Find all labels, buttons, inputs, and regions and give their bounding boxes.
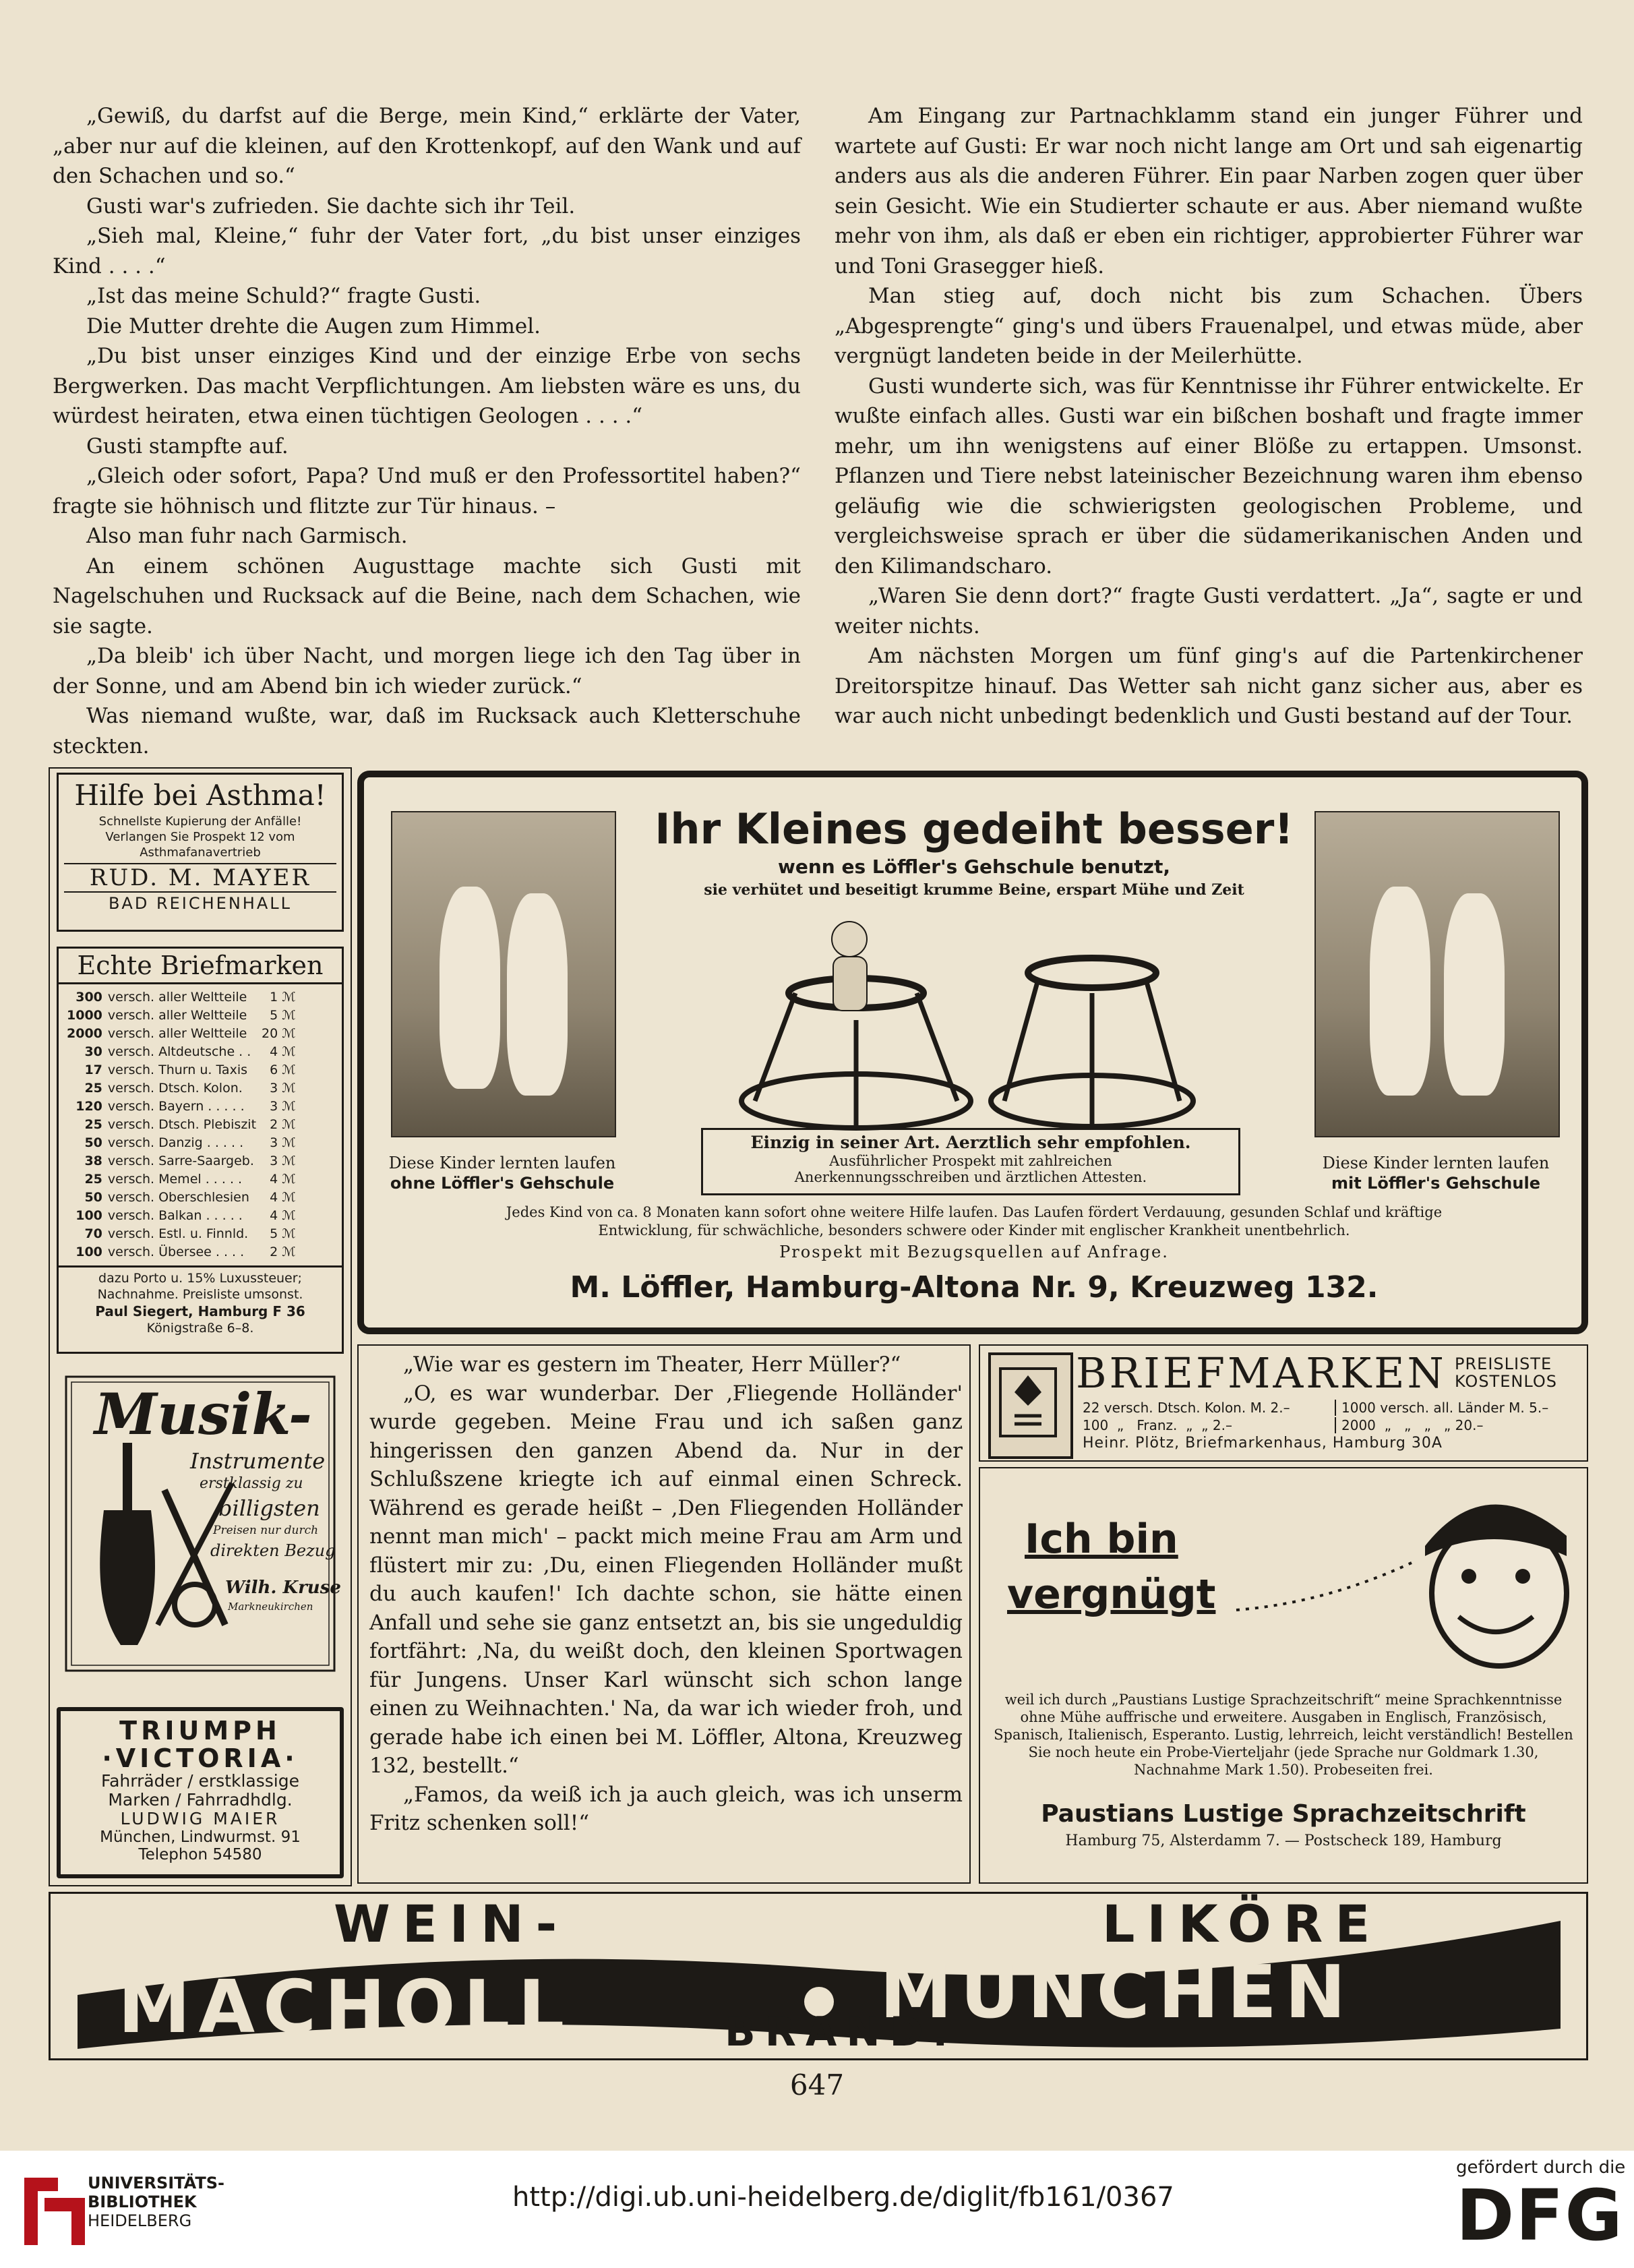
table-row — [64, 1043, 299, 1061]
briefmarken-price-cell: 1 ℳ — [270, 990, 296, 1005]
musik-line5: direkten Bezug — [210, 1541, 336, 1560]
briefmarken-left-name: Paul Siegert, Hamburg F 36 — [95, 1303, 305, 1319]
paragraph: „Ist das meine Schuld?“ fragte Gusti. — [86, 284, 481, 308]
table-row — [64, 1116, 299, 1134]
loeffler-sub2: sie verhütet und beseitigt krumme Beine, erspart Mühe und Zeit — [704, 881, 1244, 899]
paragraph: An einem schönen Augusttage machte sich Gusti mit Nagelschuhen und Rucksack auf die Beine, nach dem Schachen, wie sie sagte. — [53, 554, 801, 638]
briefmarken-desc-cell: versch. Dtsch. Kolon. — [107, 1081, 243, 1096]
table-row — [64, 1134, 299, 1152]
briefmarken-qty-cell: 50 — [84, 1135, 102, 1150]
briefmarken-desc-cell: versch. Estl. u. Finnld. — [107, 1226, 249, 1241]
briefmarken-qty-cell: 70 — [84, 1226, 102, 1241]
briefmarken-desc-cell: versch. aller Weltteile — [107, 1008, 247, 1023]
briefmarken-price-cell: 2 ℳ — [270, 1245, 296, 1259]
briefmarken-right-row1-right: 1000 versch. all. Länder M. 5.– — [1335, 1400, 1548, 1416]
loeffler-box-title: Einzig in seiner Art. Aerztlich sehr empfohlen. — [750, 1133, 1191, 1152]
briefmarken-qty-cell: 25 — [84, 1117, 102, 1132]
table-row — [64, 1243, 299, 1261]
briefmarken-desc-cell: versch. Thurn u. Taxis — [107, 1063, 247, 1077]
library-line1: UNIVERSITÄTS- — [88, 2174, 225, 2192]
briefmarken-qty-cell: 300 — [75, 990, 102, 1005]
briefmarken-price-table — [64, 988, 299, 1261]
briefmarken-price-cell: 4 ℳ — [270, 1172, 296, 1187]
triumph-line6: München, Lindwurmst. 91 — [100, 1828, 301, 1846]
paustian-address: Hamburg 75, Alsterdamm 7. — Postscheck 189, Hamburg — [1065, 1832, 1502, 1849]
paustian-line1: Ich bin — [1025, 1516, 1178, 1563]
briefmarken-price-cell: 3 ℳ — [270, 1154, 296, 1168]
paustian-body: weil ich durch „Paustians Lustige Sprachzeitschrift“ meine Sprachkenntnisse ohne Mühe auffrische und erweitere. Ausgaben in Englisch, Französisch, Spanisch, Italienisch, Esperanto. Lustig, lehrreich, leicht verständlich! Bestellen Sie noch heute ein Probe-Vierteljahr (jede Sprache nur Goldmark 1.30, Nachnahme Mark 1.50). Probeseiten frei. — [994, 1692, 1573, 1778]
paragraph: „Famos, da weiß ich ja auch gleich, was ich unserm Fritz schenken soll!“ — [369, 1782, 963, 1835]
paragraph: „Da bleib' ich über Nacht, und morgen liege ich den Tag über in der Sonne, und am Abend bin ich wieder zurück.“ — [53, 644, 801, 698]
briefmarken-price-cell: 4 ℳ — [270, 1208, 296, 1223]
paustian-ad — [979, 1467, 1588, 1884]
page-number: 647 — [789, 2068, 845, 2101]
paragraph: „Sieh mal, Kleine,“ fuhr der Vater fort, „du bist unser einziges Kind . . . .“ — [53, 224, 801, 278]
paragraph: „Gewiß, du darfst auf die Berge, mein Kind,“ erklärte der Vater, „aber nur auf die kleinen, auf den Krottenkopf, auf den Wank und auf den Schachen und so.“ — [53, 104, 801, 188]
paragraph: „Gleich oder sofort, Papa? Und muß er den Professortitel haben?“ fragte sie höhnisch und flitzte zur Tür hinaus. – — [53, 464, 801, 518]
briefmarken-left-title: Echte Briefmarken — [59, 949, 342, 984]
briefmarken-qty-cell: 30 — [84, 1044, 102, 1059]
heidelberg-logo-icon — [18, 2171, 92, 2252]
asthma-body: Schnellste Kupierung der Anfälle! Verlangen Sie Prospekt 12 vom Asthmafanavertrieb — [98, 814, 302, 860]
table-row — [64, 1079, 299, 1098]
macholl-wein: WEIN- — [334, 1894, 570, 1954]
walker-illustration — [715, 919, 1267, 1141]
triumph-line7: Telephon 54580 — [138, 1846, 262, 1863]
briefmarken-price-cell: 20 ℳ — [262, 1026, 296, 1041]
table-row — [64, 988, 299, 1007]
briefmarken-left-footer: dazu Porto u. 15% Luxussteuer; Nachnahme. Preisliste umsonst. — [97, 1271, 303, 1302]
briefmarken-price-cell: 3 ℳ — [270, 1099, 296, 1114]
briefmarken-desc-cell: versch. Altdeutsche . . — [107, 1044, 251, 1059]
macholl-main-left: MACHOLL — [118, 1965, 573, 2050]
briefmarken-qty-cell: 1000 — [67, 1008, 102, 1023]
musik-city: Markneukirchen — [228, 1601, 313, 1613]
loeffler-address: M. Löffler, Hamburg-Altona Nr. 9, Kreuzweg 132. — [570, 1270, 1379, 1305]
loeffler-headline: Ihr Kleines gedeiht besser! — [655, 804, 1294, 854]
briefmarken-desc-cell: versch. Bayern . . . . . — [107, 1099, 245, 1114]
briefmarken-qty-cell: 50 — [84, 1190, 102, 1205]
briefmarken-left-street: Königstraße 6–8. — [146, 1321, 254, 1336]
asthma-ad — [57, 773, 344, 932]
table-row — [64, 1025, 299, 1043]
briefmarken-desc-cell: versch. aller Weltteile — [107, 1026, 247, 1041]
briefmarken-price-cell: 5 ℳ — [270, 1008, 296, 1023]
briefmarken-desc-cell: versch. Dtsch. Plebiszit — [107, 1117, 257, 1132]
briefmarken-right-address: Heinr. Plötz, Briefmarkenhaus, Hamburg 30A — [1083, 1435, 1443, 1452]
briefmarken-left-ad — [57, 947, 344, 1354]
photo-children-without — [391, 811, 616, 1137]
briefmarken-price-cell: 5 ℳ — [270, 1226, 296, 1241]
triumph-line4: Marken / Fahrradhdlg. — [108, 1790, 293, 1810]
anecdote-text — [369, 1350, 963, 1838]
paragraph: Die Mutter drehte die Augen zum Himmel. — [86, 314, 541, 338]
paragraph: „Waren Sie denn dort?“ fragte Gusti verdattert. „Ja“, sagte er und weiter nichts. — [835, 584, 1583, 638]
loeffler-box-line1: Ausführlicher Prospekt mit zahlreichen — [829, 1153, 1112, 1169]
caption-right-2: mit Löffler's Gehschule — [1331, 1174, 1540, 1193]
asthma-title: Hilfe bei Asthma! — [74, 779, 326, 812]
loeffler-ad — [357, 771, 1588, 1334]
musik-title: Musik- — [94, 1381, 312, 1448]
loeffler-sub1: wenn es Löffler's Gehschule benutzt, — [778, 856, 1170, 878]
funded-by-text: gefördert durch die — [1456, 2157, 1626, 2178]
triumph-line3: Fahrräder / erstklassige — [100, 1771, 299, 1791]
paragraph: Was niemand wußte, war, daß im Rucksack auch Kletterschuhe steckten. — [53, 704, 801, 758]
smiling-man-icon — [1223, 1475, 1580, 1691]
musik-name: Wilh. Kruse — [225, 1578, 341, 1598]
macholl-main-right: MÜNCHEN — [880, 1950, 1354, 2035]
briefmarken-desc-cell: versch. Memel . . . . . — [107, 1172, 243, 1187]
briefmarken-qty-cell: 25 — [84, 1081, 102, 1096]
table-row — [64, 1170, 299, 1189]
asthma-name: RUD. M. MAYER — [64, 863, 336, 893]
briefmarken-right-row2-left: 100 „ Franz. „ „ 2.– — [1083, 1417, 1232, 1433]
briefmarken-desc-cell: versch. aller Weltteile — [107, 990, 247, 1005]
briefmarken-price-cell: 3 ℳ — [270, 1081, 296, 1096]
briefmarken-right-row2-right: 2000 „ „ „ „ 20.– — [1335, 1417, 1483, 1433]
briefmarken-qty-cell: 2000 — [67, 1026, 102, 1041]
triumph-line1: TRIUMPH — [119, 1716, 281, 1745]
table-row — [64, 1189, 299, 1207]
article-right-column — [835, 101, 1583, 732]
source-url-link[interactable]: http://digi.ub.uni-heidelberg.de/diglit/fb161/0367 — [512, 2182, 1174, 2213]
paragraph: Gusti wunderte sich, was für Kenntnisse ihr Führer entwickelte. Er wußte einfach alles. Gusti war ein bißchen boshaft und fragte immer mehr, um ihn wenigstens auf einer Blöße zu ertappen. Umsonst. Pflanzen und Tiere nebst lateinischer Bezeichnung waren ihm ebenso geläufig wie die schwierigsten geologischen Probleme, und vergleichsweise sprach er über die südamerikanischen Anden und den Kilimandscharo. — [835, 374, 1583, 578]
macholl-likoere: LIKÖRE — [1102, 1894, 1383, 1954]
paragraph: Man stieg auf, doch nicht bis zum Schachen. Übers „Abgesprengte“ ging's und übers Frauenalpel, und etwas müde, aber vergnügt landeten beide in der Meilerhütte. — [835, 284, 1583, 368]
asthma-city: BAD REICHENHALL — [108, 894, 293, 913]
briefmarken-qty-cell: 100 — [75, 1245, 102, 1259]
briefmarken-right-title: BRIEFMARKEN — [1076, 1348, 1447, 1398]
library-line3: HEIDELBERG — [88, 2211, 192, 2230]
macholl-brand: BRAND. — [725, 2008, 958, 2056]
macholl-ad — [49, 1892, 1588, 2060]
paustian-name: Paustians Lustige Sprachzeitschrift — [1041, 1800, 1526, 1828]
photo-children-with — [1314, 811, 1560, 1137]
briefmarken-right-preis2: KOSTENLOS — [1455, 1372, 1557, 1391]
briefmarken-qty-cell: 25 — [84, 1172, 102, 1187]
briefmarken-price-cell: 4 ℳ — [270, 1190, 296, 1205]
caption-left-2: ohne Löffler's Gehschule — [390, 1174, 615, 1193]
musik-line3: billigsten — [218, 1495, 320, 1521]
library-line2: BIBLIOTHEK — [88, 2192, 197, 2211]
briefmarken-right-preis1: PREISLISTE — [1455, 1354, 1552, 1373]
table-row — [64, 1007, 299, 1025]
paragraph: „Wie war es gestern im Theater, Herr Müller?“ — [403, 1352, 901, 1377]
table-row — [64, 1098, 299, 1116]
briefmarken-desc-cell: versch. Übersee . . . . — [107, 1245, 245, 1259]
paragraph: Gusti war's zufrieden. Sie dachte sich ihr Teil. — [86, 193, 576, 218]
table-row — [64, 1225, 299, 1243]
briefmarken-desc-cell: versch. Oberschlesien — [107, 1190, 249, 1205]
briefmarken-price-cell: 4 ℳ — [270, 1044, 296, 1059]
paragraph: Am Eingang zur Partnachklamm stand ein junger Führer und wartete auf Gusti: Er war noch nicht lange am Ort und sah eigenartig anders aus als die anderen Führer. Ein paar Narben zogen quer über sein Gesicht. Wie ein Studierter schaute er aus. Aber niemand wußte mehr von ihm, als daß er eben ein richtiger, approbierter Führer war und Toni Grasegger hieß. — [835, 104, 1583, 278]
briefmarken-qty-cell: 17 — [84, 1063, 102, 1077]
briefmarken-right-ad — [979, 1344, 1588, 1462]
briefmarken-price-cell: 2 ℳ — [270, 1117, 296, 1132]
briefmarken-price-cell: 3 ℳ — [270, 1135, 296, 1150]
triumph-line2: ·VICTORIA· — [102, 1743, 299, 1773]
paustian-line2: vergnügt — [1007, 1571, 1216, 1618]
briefmarken-qty-cell: 38 — [84, 1154, 102, 1168]
caption-right-1: Diese Kinder lernten laufen — [1322, 1154, 1550, 1172]
paragraph: Also man fuhr nach Garmisch. — [86, 524, 408, 548]
briefmarken-desc-cell: versch. Sarre-Saargeb. — [107, 1154, 254, 1168]
danzig-stamp-icon — [988, 1352, 1073, 1459]
briefmarken-desc-cell: versch. Danzig . . . . . — [107, 1135, 244, 1150]
loeffler-info-box — [701, 1128, 1240, 1195]
triumph-victoria-ad — [57, 1707, 344, 1878]
musik-ad — [57, 1369, 344, 1679]
musik-line4: Preisen nur durch — [213, 1524, 319, 1537]
paragraph: „O, es war wunderbar. Der ‚Fliegende Holländer' wurde gegeben. Meine Frau und ich saßen ganz hingerissen den ganzen Abend da. Nur in der Schlußszene kriegte ich auf einmal einen Schreck. Während es gerade heißt – ‚Den Fliegenden Holländer nennt man mich' – packt mich meine Frau am Arm und flüstert mir zu: ‚Du, einen Fliegenden Holländer mußt du auch kaufen!' Ich dachte schon, sie hätte einen Anfall und sehe sie ganz entsetzt an, bis sie ungeduldig fortfährt: ‚Na, du weißt doch, den kleinen Sportwagen für Jungens. Unser Karl wünscht sich schon lange einen zu Weihnachten.' Na, da war ich wieder froh, und gerade habe ich einen bei M. Löffler, Altona, Kreuzweg 132, bestellt.“ — [369, 1381, 963, 1778]
table-row — [64, 1152, 299, 1170]
caption-left-1: Diese Kinder lernten laufen — [388, 1154, 616, 1172]
dfg-logo: DFG — [1456, 2174, 1624, 2257]
table-row — [64, 1207, 299, 1225]
digitization-footer — [0, 2151, 1634, 2268]
paragraph: Am nächsten Morgen um fünf ging's auf die Partenkirchener Dreitorspitze hinauf. Das Wetter sah nicht ganz sicher aus, aber es war auch nicht unbedingt bedenklich und Gusti bestand auf der Tour. — [835, 644, 1583, 728]
paragraph: Gusti stampfte auf. — [86, 434, 289, 458]
briefmarken-price-cell: 6 ℳ — [270, 1063, 296, 1077]
article-left-column — [53, 101, 801, 761]
briefmarken-qty-cell: 100 — [75, 1208, 102, 1223]
triumph-line5: LUDWIG MAIER — [120, 1809, 280, 1828]
loeffler-box-line2: Anerkennungsschreiben und ärztlichen Attesten. — [794, 1169, 1147, 1185]
musik-line1: Instrumente — [190, 1448, 326, 1474]
paragraph: „Du bist unser einziges Kind und der einzige Erbe von sechs Bergwerken. Das macht Verpflichtungen. Am liebsten wäre es uns, du würdest heiraten, etwa einen tüchtigen Geologen . . . .“ — [53, 344, 801, 428]
table-row — [64, 1061, 299, 1079]
briefmarken-desc-cell: versch. Balkan . . . . . — [107, 1208, 243, 1223]
briefmarken-qty-cell: 120 — [75, 1099, 102, 1114]
musik-line2: erstklassig zu — [200, 1475, 303, 1492]
loeffler-prospekt: Prospekt mit Bezugsquellen auf Anfrage. — [779, 1243, 1169, 1261]
briefmarken-right-row1-left: 22 versch. Dtsch. Kolon. M. 2.– — [1083, 1400, 1290, 1416]
loeffler-body: Jedes Kind von ca. 8 Monaten kann sofort ohne weitere Hilfe laufen. Das Laufen fördert Verdauung, gesunden Schlaf und kräftige Entwicklung, für schwächliche, besonders schwere oder Kinder mit englischer Krankheit unentbehrlich. — [506, 1204, 1443, 1239]
